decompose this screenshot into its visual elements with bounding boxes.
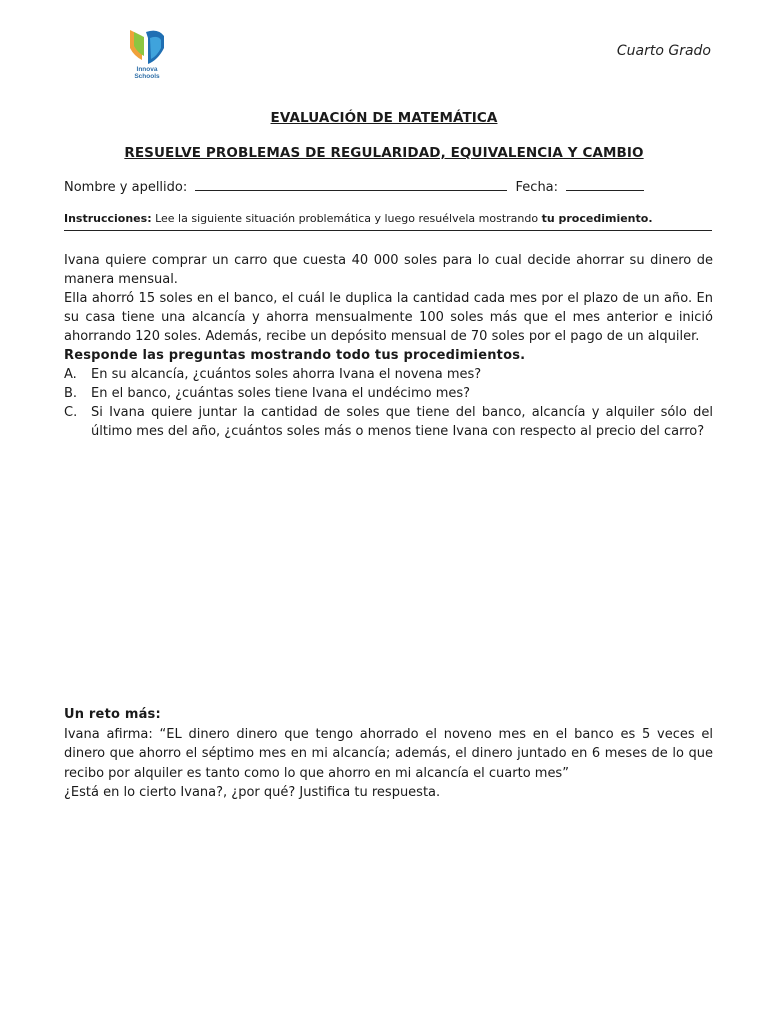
logo-text — [124, 66, 170, 80]
challenge-question: ¿Está en lo cierto Ivana?, ¿por qué? Justifica tu respuesta. — [64, 785, 441, 800]
question-a — [64, 365, 713, 384]
instructions-emphasis: tu procedimiento. — [541, 212, 653, 225]
problem-paragraph-1: Ivana quiere comprar un carro que cuesta 40 000 soles para lo cual decide ahorrar su dinero de manera mensual. — [64, 253, 713, 287]
logo-text-line2: Schools — [134, 73, 160, 80]
problem-paragraph-2: Ella ahorró 15 soles en el banco, el cuál le duplica la cantidad cada mes por el plazo de un año. En su casa tiene una alcancía y ahorra mensualmente 100 soles más que el mes anterior e inició ahorrando 120 soles. Además, recibe un depósito mensual de 70 soles por el pago de un alquiler. — [64, 291, 713, 344]
name-blank-line[interactable] — [195, 179, 507, 191]
exam-title: EVALUACIÓN DE MATEMÁTICA — [270, 110, 498, 126]
question-text: En el banco, ¿cuántas soles tiene Ivana el undécimo mes? — [91, 386, 471, 401]
instructions — [64, 212, 712, 231]
grade-label: Cuarto Grado — [616, 43, 711, 59]
innova-schools-logo — [124, 26, 172, 86]
question-letter: C. — [64, 405, 78, 420]
question-letter: B. — [64, 386, 78, 401]
instructions-text: Lee la siguiente situación problemática y luego resuélvela mostrando — [151, 212, 542, 225]
logo-text-line1: Innova — [136, 66, 158, 73]
questions-prompt: Responde las preguntas mostrando todo tus procedimientos. — [64, 348, 526, 363]
date-blank-line[interactable] — [566, 179, 644, 191]
question-text: Si Ivana quiere juntar la cantidad de soles que tiene del banco, alcancía y alquiler sólo del último mes del año, ¿cuántos soles más o menos tiene Ivana con respecto al precio del carro? — [91, 405, 713, 439]
question-b — [64, 384, 713, 403]
name-label: Nombre y apellido: — [64, 180, 188, 195]
challenge-title: Un reto más: — [64, 707, 161, 722]
question-letter: A. — [64, 367, 77, 382]
question-c — [64, 403, 713, 441]
logo-shield-icon — [124, 26, 172, 68]
exam-subtitle: RESUELVE PROBLEMAS DE REGULARIDAD, EQUIVALENCIA Y CAMBIO — [124, 145, 644, 161]
date-label: Fecha: — [515, 180, 559, 195]
student-info-row — [64, 179, 644, 195]
challenge-section — [64, 705, 713, 803]
challenge-intro: Ivana afirma: — [64, 726, 160, 742]
question-text: En su alcancía, ¿cuántos soles ahorra Ivana el novena mes? — [91, 367, 482, 382]
problem-section — [64, 251, 713, 441]
challenge-quote: “EL dinero dinero que tengo ahorrado el noveno mes en el banco es 5 veces el dinero que ahorro el séptimo mes en mi alcancía; además, el dinero juntado en 6 meses de lo que recibo por alquiler es tanto como lo que ahorro en mi alcancía el cuarto mes” — [64, 726, 714, 781]
instructions-label: Instrucciones: — [64, 212, 152, 225]
challenge-statement — [64, 725, 713, 784]
